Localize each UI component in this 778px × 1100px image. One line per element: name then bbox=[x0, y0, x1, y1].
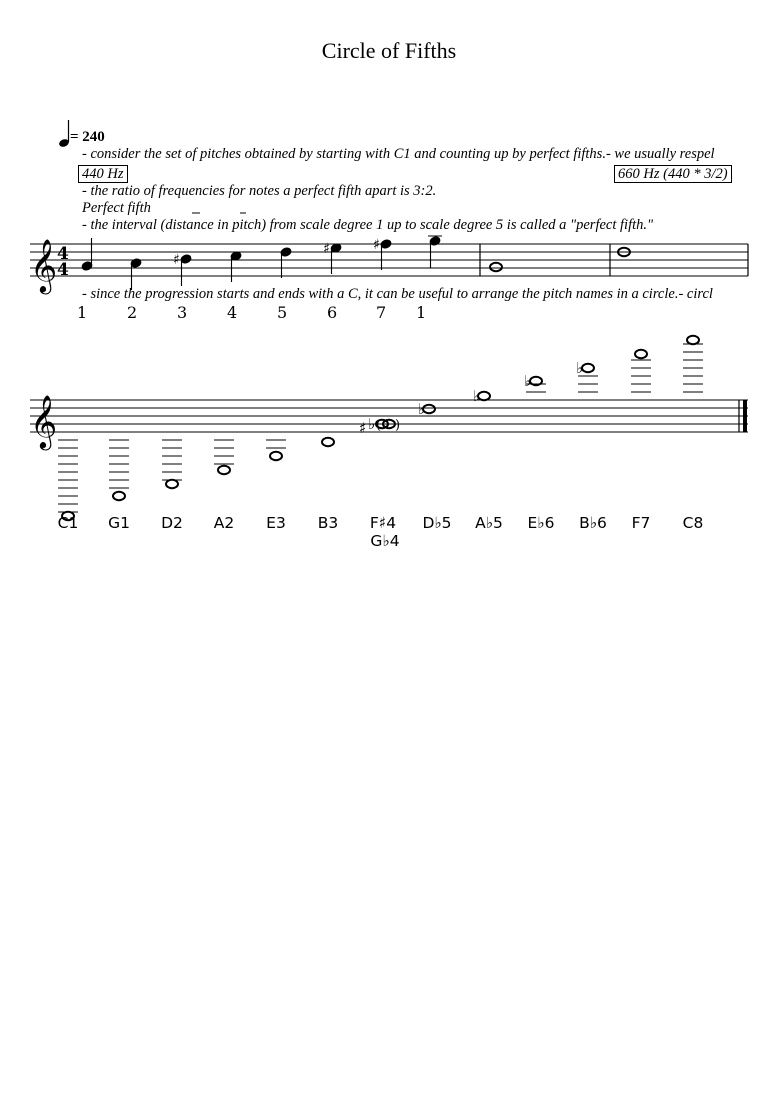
annotation-line-1: - consider the set of pitches obtained by starting with C1 and counting up by perfect fifths.- we usually respel bbox=[82, 146, 715, 162]
staff-1 bbox=[0, 0, 778, 330]
note-c-sharp-5 bbox=[173, 252, 192, 286]
whole-note-d2 bbox=[166, 480, 178, 488]
degree-label: 1 bbox=[416, 303, 427, 322]
note-d5 bbox=[230, 251, 242, 282]
paren-icon: ) bbox=[395, 418, 401, 433]
note-name-label: B3 bbox=[317, 514, 339, 532]
annotation-line-2: - the ratio of frequencies for notes a perfect fifth apart is 3:2. bbox=[82, 183, 437, 199]
scale-degrees bbox=[77, 303, 426, 322]
score-title: Circle of Fifths bbox=[321, 38, 457, 63]
flat-icon: ♭ bbox=[368, 415, 376, 433]
whole-note-bb6 bbox=[582, 364, 594, 372]
note-name-label: E♭6 bbox=[527, 514, 555, 532]
degree-label: 5 bbox=[277, 303, 288, 322]
note-b4 bbox=[130, 258, 142, 290]
note-e5 bbox=[280, 247, 292, 278]
degree-label: 1 bbox=[77, 303, 88, 322]
note-name-label: F7 bbox=[631, 514, 651, 532]
note-g-sharp-5 bbox=[373, 237, 392, 270]
note-name-label: C1 bbox=[57, 514, 79, 532]
flat-icon: ♭ bbox=[418, 400, 426, 418]
time-signature-top: 4 bbox=[57, 244, 69, 264]
degree-label: 4 bbox=[227, 303, 238, 322]
perfect-fifth-label: Perfect fifth bbox=[82, 200, 151, 216]
note-name-label: B♭6 bbox=[579, 514, 607, 532]
flat-icon: ♭ bbox=[524, 372, 532, 390]
note-name-label: D2 bbox=[161, 514, 183, 532]
note-name-label: A♭5 bbox=[475, 514, 503, 532]
note-name-label: D♭5 bbox=[422, 514, 452, 532]
degree-label: 2 bbox=[127, 303, 138, 322]
whole-note-a4 bbox=[490, 263, 502, 271]
flat-icon: ♭ bbox=[473, 387, 481, 405]
whole-note-f7 bbox=[635, 350, 647, 358]
whole-note-c8 bbox=[687, 336, 699, 344]
treble-clef-icon: 𝄞 bbox=[30, 238, 58, 292]
whole-note-g1 bbox=[113, 492, 125, 500]
svg-text:♯: ♯ bbox=[173, 252, 180, 268]
annotation-line-4: - since the progression starts and ends with a C, it can be useful to arrange the pitch names in a circle.- circl bbox=[82, 286, 713, 302]
degree-label: 7 bbox=[376, 303, 387, 322]
box-660hz: 660 Hz (440 * 3/2) bbox=[614, 165, 732, 183]
svg-text:♯: ♯ bbox=[373, 237, 380, 253]
svg-text:♯: ♯ bbox=[323, 241, 330, 257]
note-f-sharp-5 bbox=[323, 241, 342, 274]
flat-icon: ♭ bbox=[576, 359, 584, 377]
tempo-value: = 240 bbox=[70, 129, 105, 145]
note-name-label: A2 bbox=[213, 514, 235, 532]
note-name-label: E3 bbox=[266, 514, 286, 532]
note-a4 bbox=[81, 238, 93, 271]
time-signature-bottom: 4 bbox=[57, 260, 69, 280]
degree-label: 6 bbox=[327, 303, 338, 322]
note-name-label: C8 bbox=[682, 514, 704, 532]
note-name-label: F♯4 bbox=[369, 514, 397, 532]
note-name-label: G1 bbox=[108, 514, 130, 532]
sharp-icon: ♯ bbox=[359, 419, 367, 437]
treble-clef-icon: 𝄞 bbox=[30, 394, 58, 448]
enharmonic-label: G♭4 bbox=[370, 532, 400, 550]
whole-note-e3 bbox=[270, 452, 282, 460]
degree-label: 3 bbox=[177, 303, 188, 322]
box-440hz: 440 Hz bbox=[78, 165, 128, 183]
whole-note-b3 bbox=[322, 438, 334, 446]
accidentals bbox=[359, 359, 583, 437]
annotation-line-3: - the interval (distance in pitch) from scale degree 1 up to scale degree 5 is called a "perfect fifth." bbox=[82, 217, 654, 233]
paren-icon: ( bbox=[376, 418, 382, 433]
whole-note-a2 bbox=[218, 466, 230, 474]
